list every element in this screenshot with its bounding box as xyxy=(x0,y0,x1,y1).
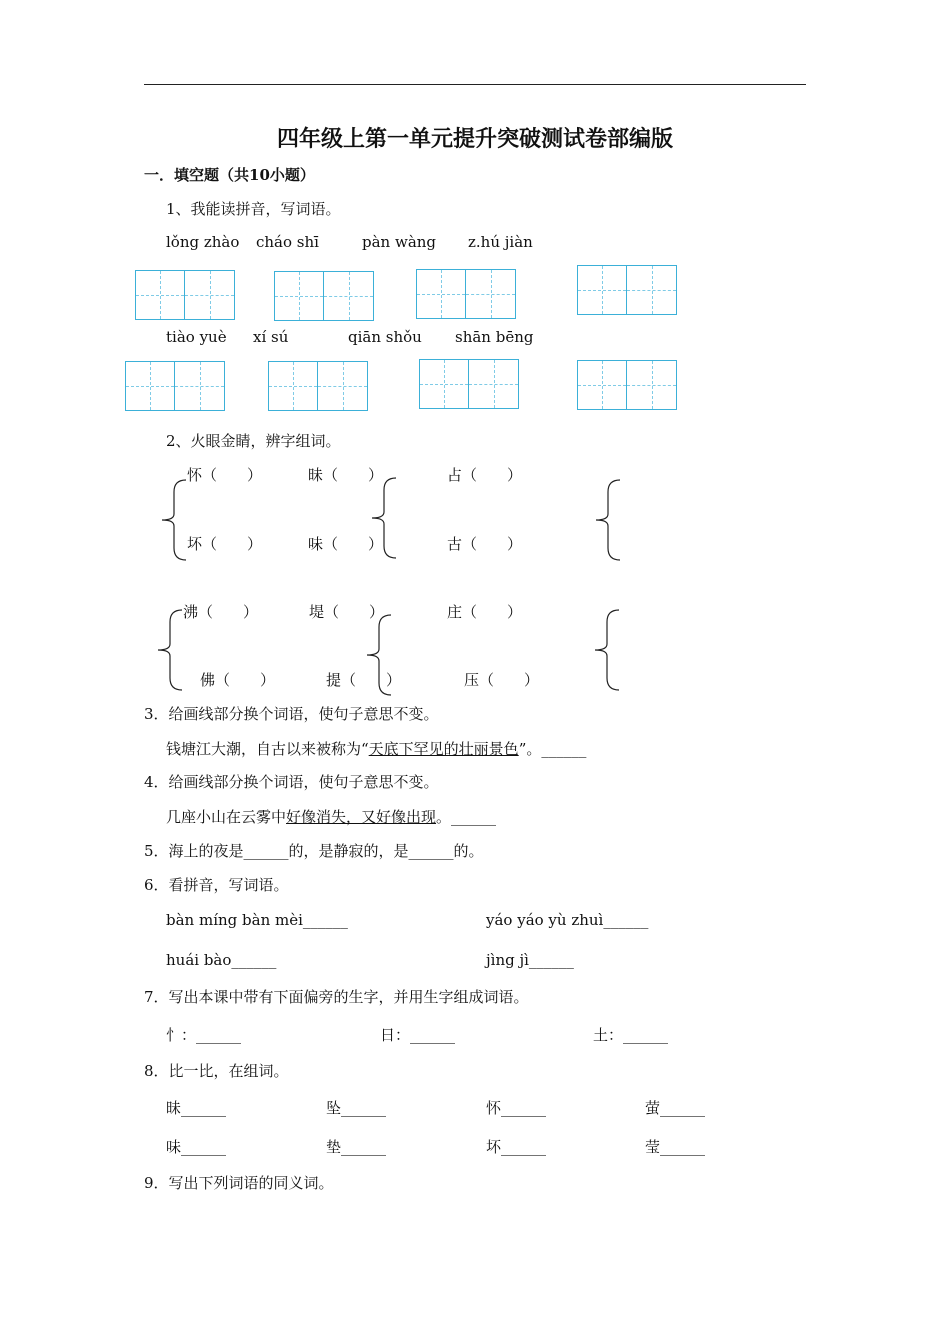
q7-item: 日：______ xyxy=(380,1026,456,1044)
q8-item: 坏______ xyxy=(486,1138,547,1156)
q6-item: bàn míng bàn mèi______ xyxy=(166,911,348,929)
q8-item: 莹______ xyxy=(645,1138,706,1156)
char-pair: 佛（ ） xyxy=(200,671,276,689)
q6-item: yáo yáo yù zhuì______ xyxy=(486,911,649,929)
q9-prompt: 9．写出下列词语的同义词。 xyxy=(144,1174,334,1192)
section-heading: 一．填空题（共10小题） xyxy=(144,166,315,184)
writing-grid[interactable] xyxy=(577,265,677,315)
char-pair: 庄（ ） xyxy=(447,603,523,621)
pinyin-1: lǒng zhào xyxy=(166,233,240,251)
brace xyxy=(158,476,190,564)
char-pair: 压（ ） xyxy=(464,671,540,689)
q7-item: 土：______ xyxy=(593,1026,669,1044)
q3-sentence-pre: 钱塘江大潮，自古以来被称为“ xyxy=(166,740,369,758)
pinyin-2: cháo shī xyxy=(256,233,319,251)
q3-sentence-post: ”。______ xyxy=(518,740,587,758)
char-pair: 昧（ ） xyxy=(308,466,384,484)
writing-grid[interactable] xyxy=(419,359,519,409)
writing-grid[interactable] xyxy=(416,269,516,319)
char-pair: 古（ ） xyxy=(447,535,523,553)
char-pair: 怀（ ） xyxy=(187,466,263,484)
char-pair: 味（ ） xyxy=(308,535,384,553)
q8-item: 垫______ xyxy=(326,1138,387,1156)
brace xyxy=(592,476,624,564)
q6-prompt: 6．看拼音，写词语。 xyxy=(144,876,289,894)
q5-text: 5．海上的夜是______的，是静寂的，是______的。 xyxy=(144,842,484,860)
header-rule xyxy=(144,84,806,85)
q4-underlined: 好像消失，又好像出现 xyxy=(286,808,437,826)
q6-item: huái bào______ xyxy=(166,951,277,969)
writing-grid[interactable] xyxy=(125,361,225,411)
q7-prompt: 7．写出本课中带有下面偏旁的生字，并用生字组成词语。 xyxy=(144,988,529,1006)
writing-grid[interactable] xyxy=(274,271,374,321)
brace xyxy=(154,606,186,694)
q4-sentence xyxy=(166,806,496,827)
q7-item: 忄：______ xyxy=(166,1026,242,1044)
pinyin-5: tiào yuè xyxy=(166,328,227,346)
pinyin-3: pàn wàng xyxy=(362,233,437,251)
pinyin-7: qiān shǒu xyxy=(348,328,422,346)
q3-underlined: 天底下罕见的壮丽景色 xyxy=(368,740,519,758)
q8-item: 昧______ xyxy=(166,1099,227,1117)
char-pair: 沸（ ） xyxy=(183,603,259,621)
q3-prompt: 3．给画线部分换个词语，使句子意思不变。 xyxy=(144,705,439,723)
q1-prompt: 1、我能读拼音，写词语。 xyxy=(166,200,341,218)
writing-grid[interactable] xyxy=(135,270,235,320)
q8-item: 萤______ xyxy=(645,1099,706,1117)
q8-item: 怀______ xyxy=(486,1099,547,1117)
q2-prompt: 2、火眼金睛，辨字组词。 xyxy=(166,432,341,450)
char-pair: 提（ ） xyxy=(326,671,402,689)
pinyin-6: xí sú xyxy=(253,328,289,346)
page-title: 四年级上第一单元提升突破测试卷部编版 xyxy=(276,126,673,152)
q8-prompt: 8．比一比，在组词。 xyxy=(144,1062,289,1080)
writing-grid[interactable] xyxy=(268,361,368,411)
q8-item: 味______ xyxy=(166,1138,227,1156)
char-pair: 坏（ ） xyxy=(187,535,263,553)
writing-grid[interactable] xyxy=(577,360,677,410)
q4-sentence-post: 。______ xyxy=(436,808,497,826)
q3-sentence xyxy=(166,738,586,759)
char-pair: 占（ ） xyxy=(447,466,523,484)
char-pair: 堤（ ） xyxy=(309,603,385,621)
brace xyxy=(591,606,623,694)
q4-sentence-pre: 几座小山在云雾中 xyxy=(166,808,287,826)
q8-item: 坠______ xyxy=(326,1099,387,1117)
q6-item: jìng jì______ xyxy=(486,951,574,969)
q4-prompt: 4．给画线部分换个词语，使句子意思不变。 xyxy=(144,773,439,791)
pinyin-4: z.hú jiàn xyxy=(468,233,533,251)
pinyin-8: shān bēng xyxy=(455,328,534,346)
